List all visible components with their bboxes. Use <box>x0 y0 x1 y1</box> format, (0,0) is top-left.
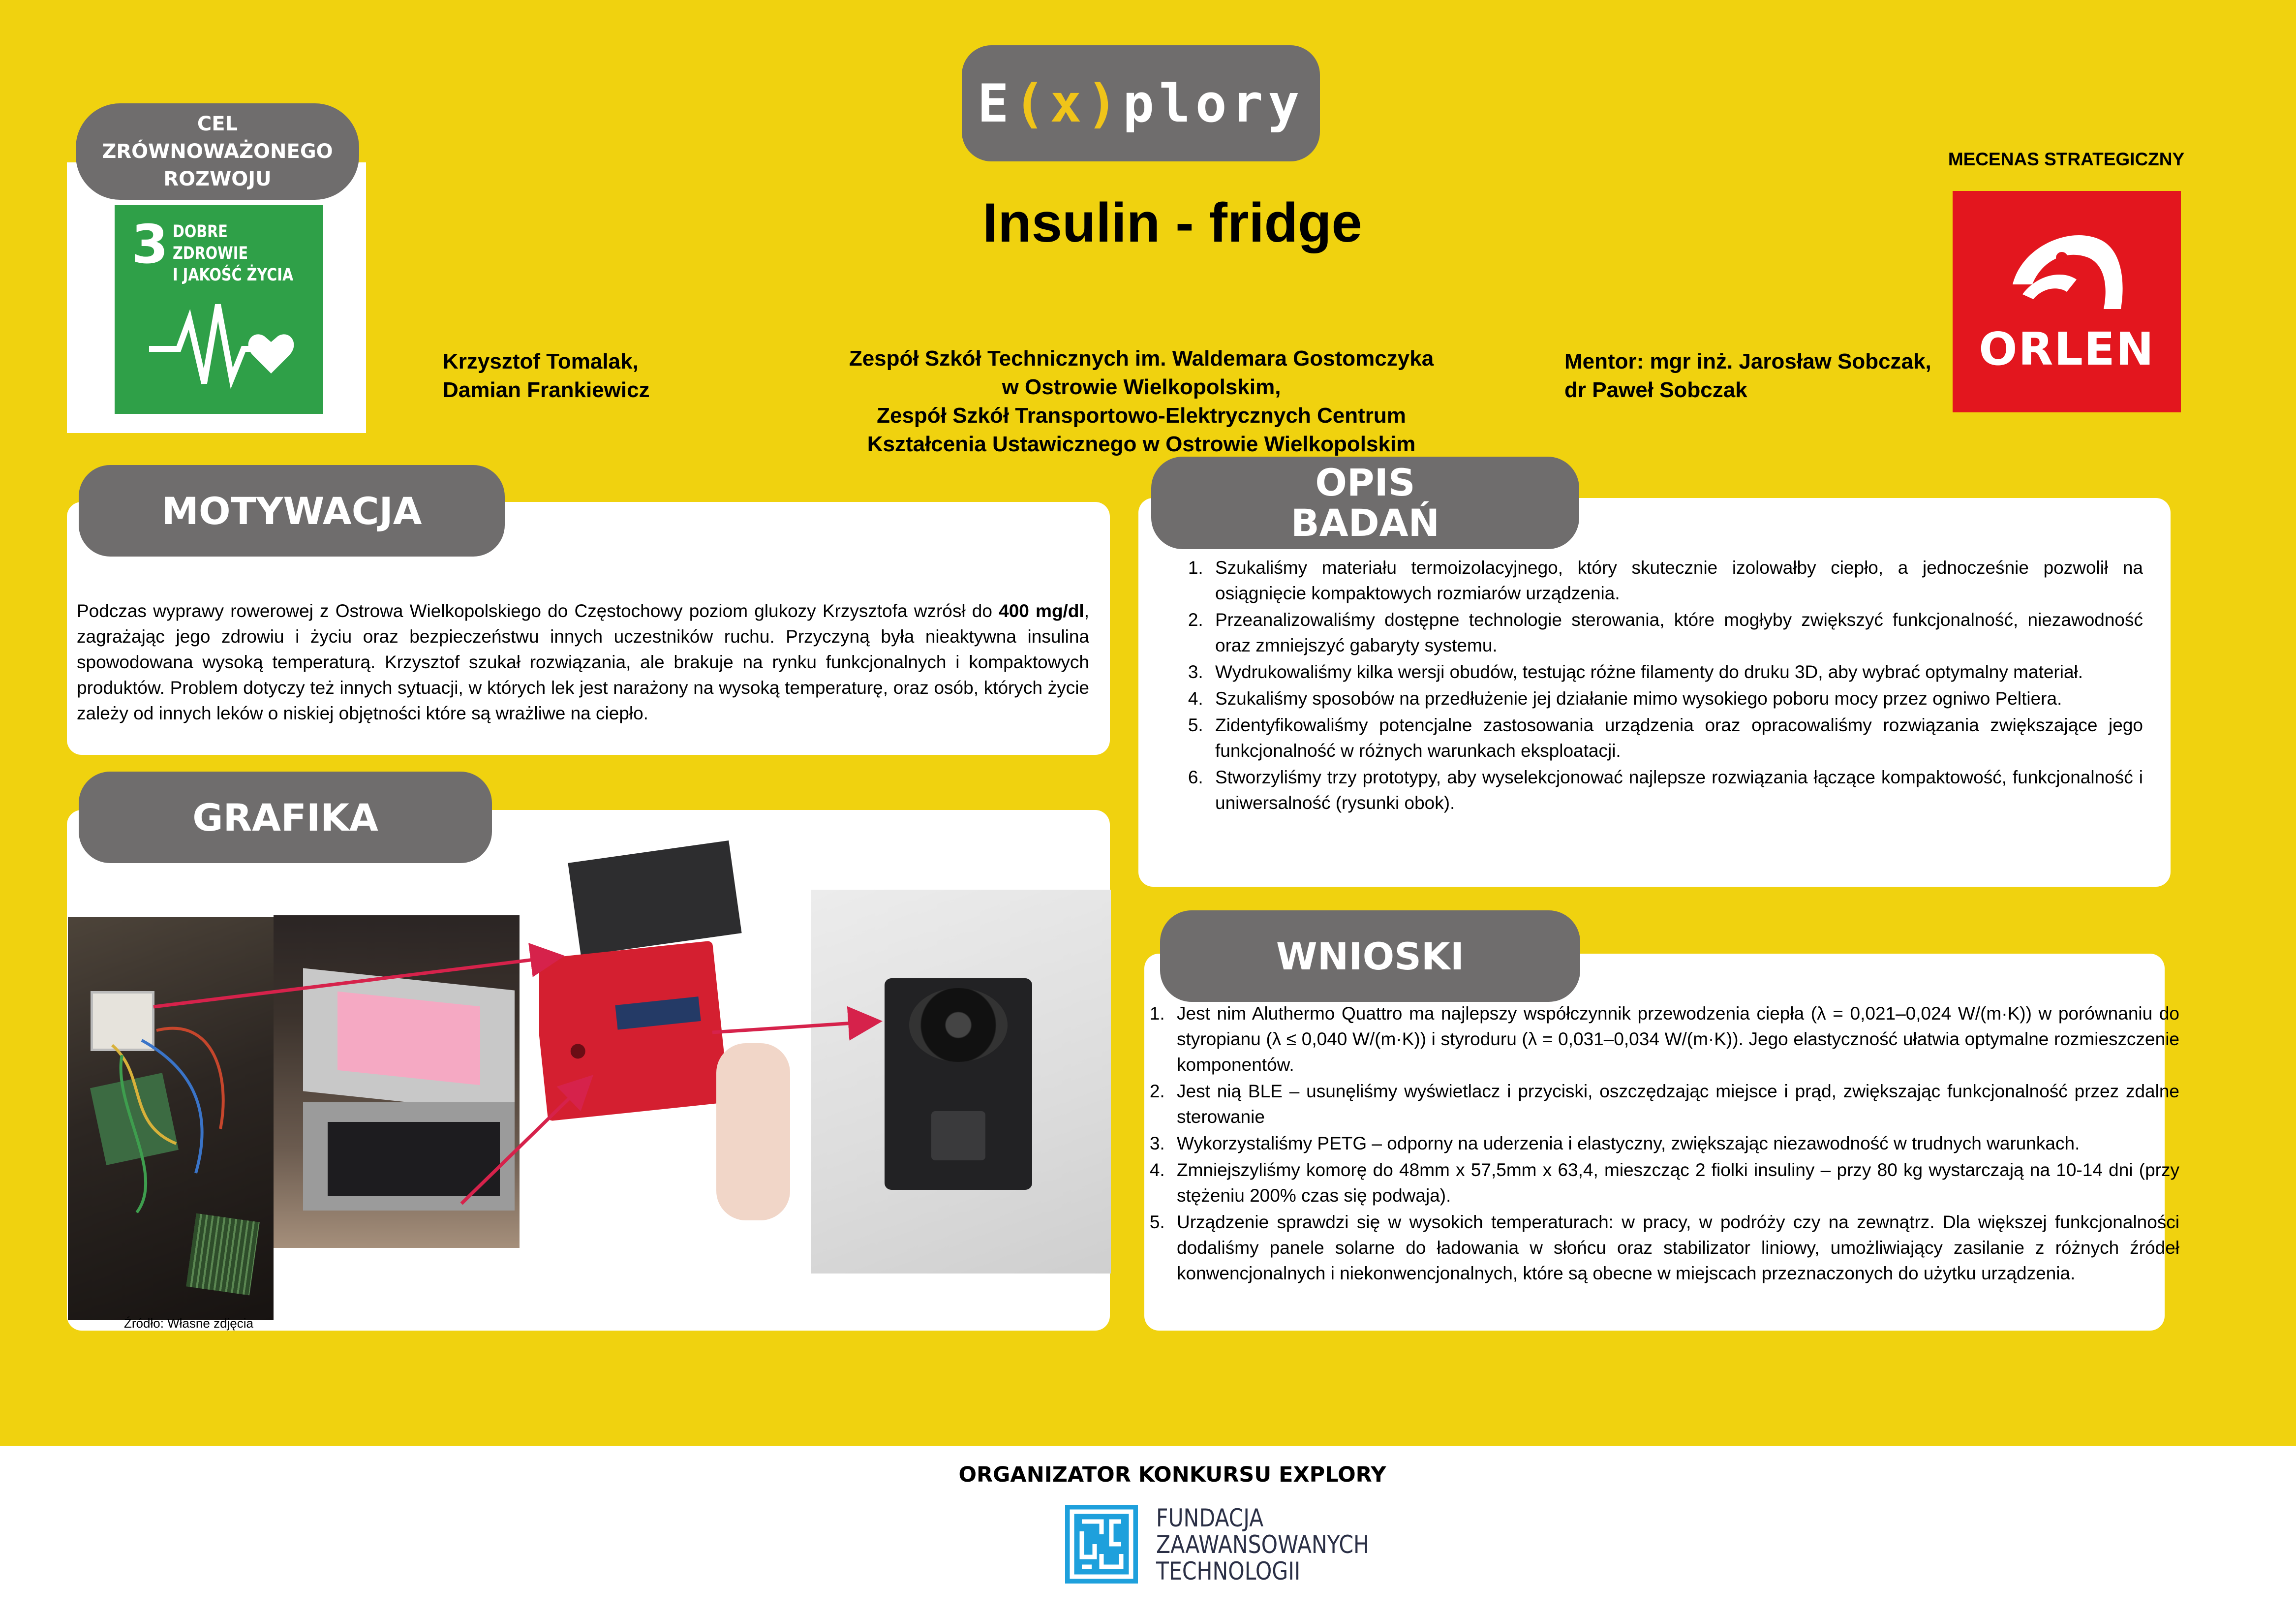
logo-x: x <box>1050 73 1087 134</box>
foundation-logo <box>1065 1505 1138 1584</box>
wnioski-list <box>1140 1001 2179 1287</box>
wnioski-item: 4. Zmniejszyliśmy komorę do 48mm x 57,5mm x 63,4, mieszcząc 2 fiolki insuliny – przy 80 kg wystarczają na 10-14 dni (przy stężeniu 200% czas się podwaja). <box>1170 1157 2179 1209</box>
foundation-line: FUNDACJA <box>1156 1504 1264 1532</box>
logo-paren-open: ( <box>1013 73 1050 134</box>
wnioski-item: 3. Wykorzystaliśmy PETG – odporny na uderzenia i elastyczny, zwiększając niezawodność w trudnych warunkach. <box>1170 1131 2179 1156</box>
motywacja-heading: MOTYWACJA <box>79 465 505 557</box>
orlen-logo <box>1953 191 2181 412</box>
arrow-icon <box>461 1080 588 1204</box>
arrow-icon <box>153 957 558 1007</box>
sdg-badge-line: ZRÓWNOWAŻONEGO <box>102 140 333 163</box>
motywacja-text-part: , zagrażając jego zdrowiu i życiu oraz bezpieczeństwu innych uczestników ruchu. Przyczyną była nieaktywna insulina spowodowana wysoką temperaturą. Krzysztof szukał rozwiązania, ale brakuje na rynku funkcjonalnych i kompaktowych produktów. Problem dotyczy też innych sytuacji, w których lek jest narażony na wysoką temperaturę, oraz osób, których życie zależy od innych leków o niskiej objętności które są wrażliwe na ciepło. <box>77 601 1089 723</box>
opis-heading-line: BADAŃ <box>1290 501 1440 545</box>
logo-suffix: plory <box>1123 73 1305 134</box>
foundation-line: ZAAWANSOWANYCH <box>1156 1530 1369 1559</box>
opis-item: 3. Wydrukowaliśmy kilka wersji obudów, testując różne filamenty do druku 3D, aby wybrać optymalny materiał. <box>1208 659 2143 685</box>
foundation-line: TECHNOLOGII <box>1156 1557 1301 1585</box>
mentor-line: Mentor: mgr inż. Jarosław Sobczak, <box>1564 349 1931 373</box>
opis-list <box>1179 555 2143 817</box>
mentor-line: dr Paweł Sobczak <box>1564 378 1747 402</box>
sdg-goal-line: I JAKOŚĆ ŻYCIA <box>173 265 294 285</box>
school-line: Zespół Szkół Technicznych im. Waldemara Gostomczyka <box>849 346 1434 371</box>
author-line: Damian Frankiewicz <box>443 378 650 402</box>
opis-heading-line: OPIS <box>1315 461 1415 504</box>
opis-item: 4. Szukaliśmy sposobów na przedłużenie jej działanie mimo wysokiego poboru mocy przez ogniwo Peltiera. <box>1208 686 2143 712</box>
eagle-icon <box>2003 225 2131 324</box>
wnioski-heading: WNIOSKI <box>1160 910 1580 1002</box>
wnioski-item: 5. Urządzenie sprawdzi się w wysokich temperaturach: w pracy, w podróży czy na zewnątrz. Dla większej funkcjonalności dodaliśmy panele solarne do ładowania w słońcu oraz stabilizator liniowy, umożliwiający zasilanie z różnych źródeł konwencjonalnych i niekonwencjonalnych, które są obecne w miejscach przeznaczonych do użytku urządzenia. <box>1170 1210 2179 1286</box>
foundation-name <box>1156 1505 1369 1585</box>
sdg-number: 3 <box>131 214 169 276</box>
image-source: Źródło: Własne zdjęcia <box>124 1316 253 1331</box>
logo-paren-close: ) <box>1086 73 1123 134</box>
school-line: w Ostrowie Wielkopolskim, <box>1002 375 1281 399</box>
maze-icon <box>1065 1505 1138 1584</box>
mentors <box>1564 347 1931 404</box>
arrow-icon <box>712 1022 876 1032</box>
poster-title: Insulin - fridge <box>982 192 1362 253</box>
school-line: Kształcenia Ustawicznego w Ostrowie Wielkopolskim <box>867 432 1416 456</box>
sdg-badge-line: CEL <box>197 113 238 135</box>
grafika-heading: GRAFIKA <box>79 772 492 863</box>
arrows-overlay <box>0 0 1132 1329</box>
sdg-badge-line: ROZWOJU <box>163 168 272 190</box>
wnioski-item: 1. Jest nim Aluthermo Quattro ma najlepszy współczynnik przewodzenia ciepła (λ = 0,021–0,024 W/(m·K)) w porównaniu do styropianu (λ ≤ 0,040 W/(m·K)) i styroduru (λ = 0,031–0,034 W/(m·K)). Jego elastyczność ułatwia optymalne rozmieszczenie komponentów. <box>1170 1001 2179 1078</box>
school-line: Zespół Szkół Transportowo-Elektrycznych Centrum <box>877 404 1406 428</box>
sdg-goal-line: DOBRE ZDROWIE <box>173 222 248 263</box>
wnioski-item: 2. Jest nią BLE – usunęliśmy wyświetlacz i przyciski, oszczędzając miejsce i prąd, zwiększając funkcjonalność przez zdalne sterowanie <box>1170 1079 2179 1130</box>
author-line: Krzysztof Tomalak, <box>443 349 639 373</box>
opis-item: 2. Przeanalizowaliśmy dostępne technologie sterowania, które mogłyby zwiększyć funkcjonalność, niezawodność oraz zmniejszyć gabaryty systemu. <box>1208 607 2143 658</box>
opis-heading <box>1151 457 1579 549</box>
logo-prefix: E <box>977 73 1014 134</box>
orlen-wordmark: ORLEN <box>1979 323 2155 375</box>
opis-item: 5. Zidentyfikowaliśmy potencjalne zastosowania urządzenia oraz opracowaliśmy rozwiązania zwiększające jego funkcjonalność w różnych warunkach eksploatacji. <box>1208 713 2143 764</box>
glucose-value: 400 mg/dl <box>999 601 1084 621</box>
opis-item: 1. Szukaliśmy materiału termoizolacyjnego, który skutecznie izolowałby ciepło, a jednocześnie pozwolił na osiągnięcie kompaktowych rozmiarów urządzenia. <box>1208 555 2143 606</box>
sponsor-label: MECENAS STRATEGICZNY <box>1948 149 2185 169</box>
motywacja-text-part: Podczas wyprawy rowerowej z Ostrowa Wielkopolskiego do Częstochowy poziom glukozy Krzysztofa wzrósł do <box>77 601 999 621</box>
opis-item: 6. Stworzyliśmy trzy prototypy, aby wyselekcjonować najlepsze rozwiązania łączące kompaktowość, funkcjonalność i uniwersalność (rysunki obok). <box>1208 765 2143 816</box>
organizer-label: ORGANIZATOR KONKURSU EXPLORY <box>958 1462 1386 1487</box>
